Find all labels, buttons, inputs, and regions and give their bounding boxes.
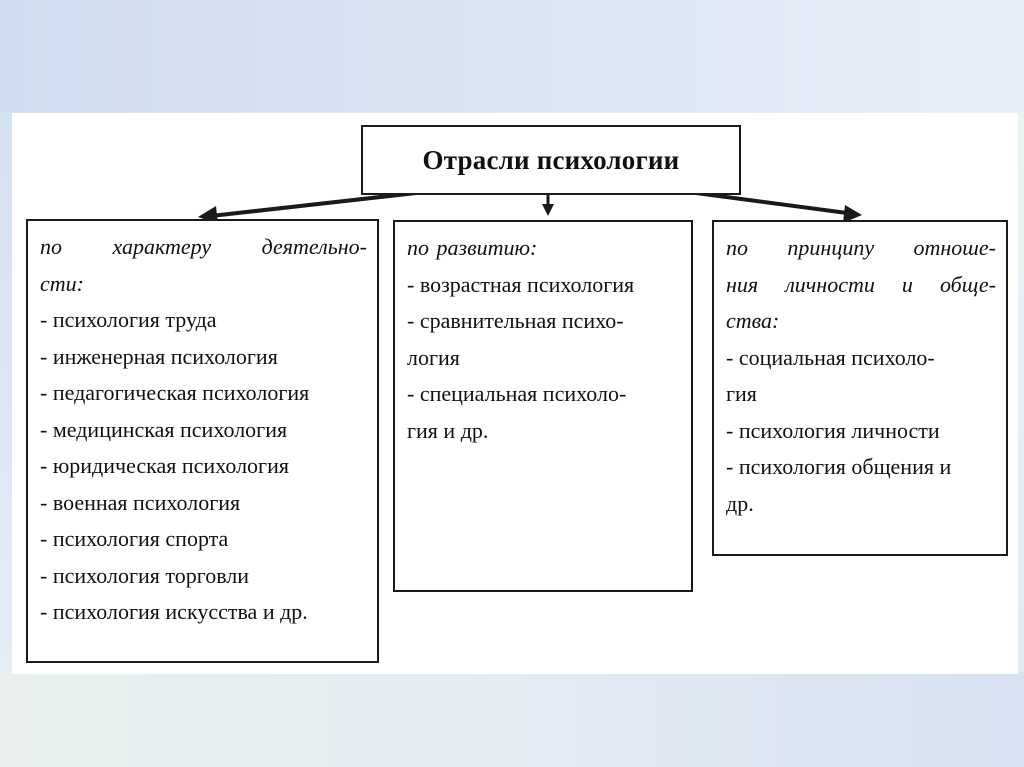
list-item: - социальная психоло-	[726, 344, 935, 370]
branch-items	[726, 340, 996, 523]
arrow-right-line	[696, 193, 847, 213]
backdrop-bottom-band	[0, 672, 1024, 767]
heading-line: по характеру деятельно-	[40, 234, 367, 259]
arrow-middle-head	[542, 204, 554, 216]
list-item: - возрастная психология	[407, 271, 635, 297]
branch-box-by-activity	[26, 219, 379, 663]
list-item: гия и др.	[407, 417, 489, 443]
heading-line: ния личности и обще-	[726, 271, 996, 297]
list-item: - психология общения и	[726, 454, 952, 479]
branch-heading	[726, 230, 996, 340]
branch-items	[40, 302, 367, 631]
list-item: - психология личности	[726, 417, 940, 443]
list-item: - педагогическая психология	[40, 380, 310, 405]
arrow-left-line	[211, 193, 416, 216]
diagram-title: Отрасли психологии	[422, 144, 680, 175]
list-item: - психология торговли	[40, 562, 250, 588]
list-item: логия	[407, 344, 460, 370]
heading-line: по принципу отноше-	[726, 235, 996, 260]
branch-box-by-personality-society	[712, 220, 1008, 556]
list-item: - психология искусства и др.	[40, 599, 308, 624]
list-item: - сравнительная психо-	[407, 308, 624, 333]
title-box	[361, 125, 741, 195]
list-item: - психология спорта	[40, 526, 229, 551]
heading-line: ства:	[726, 308, 780, 333]
list-item: - психология труда	[40, 307, 217, 332]
list-item: - специальная психоло-	[407, 381, 627, 406]
list-item: - инженерная психология	[40, 343, 278, 369]
list-item: др.	[726, 490, 754, 516]
backdrop-top-band	[0, 0, 1024, 112]
heading-line: по развитию:	[407, 235, 538, 260]
list-item: - медицинская психология	[40, 416, 288, 442]
list-item: - военная психология	[40, 489, 241, 515]
list-item: - юридическая психология	[40, 453, 289, 478]
branch-heading	[40, 229, 367, 302]
branch-heading	[407, 230, 681, 267]
branch-box-by-development	[393, 220, 693, 592]
list-item: гия	[726, 381, 757, 406]
diagram-panel	[12, 113, 1018, 674]
heading-line: сти:	[40, 270, 84, 296]
branch-items	[407, 267, 681, 450]
